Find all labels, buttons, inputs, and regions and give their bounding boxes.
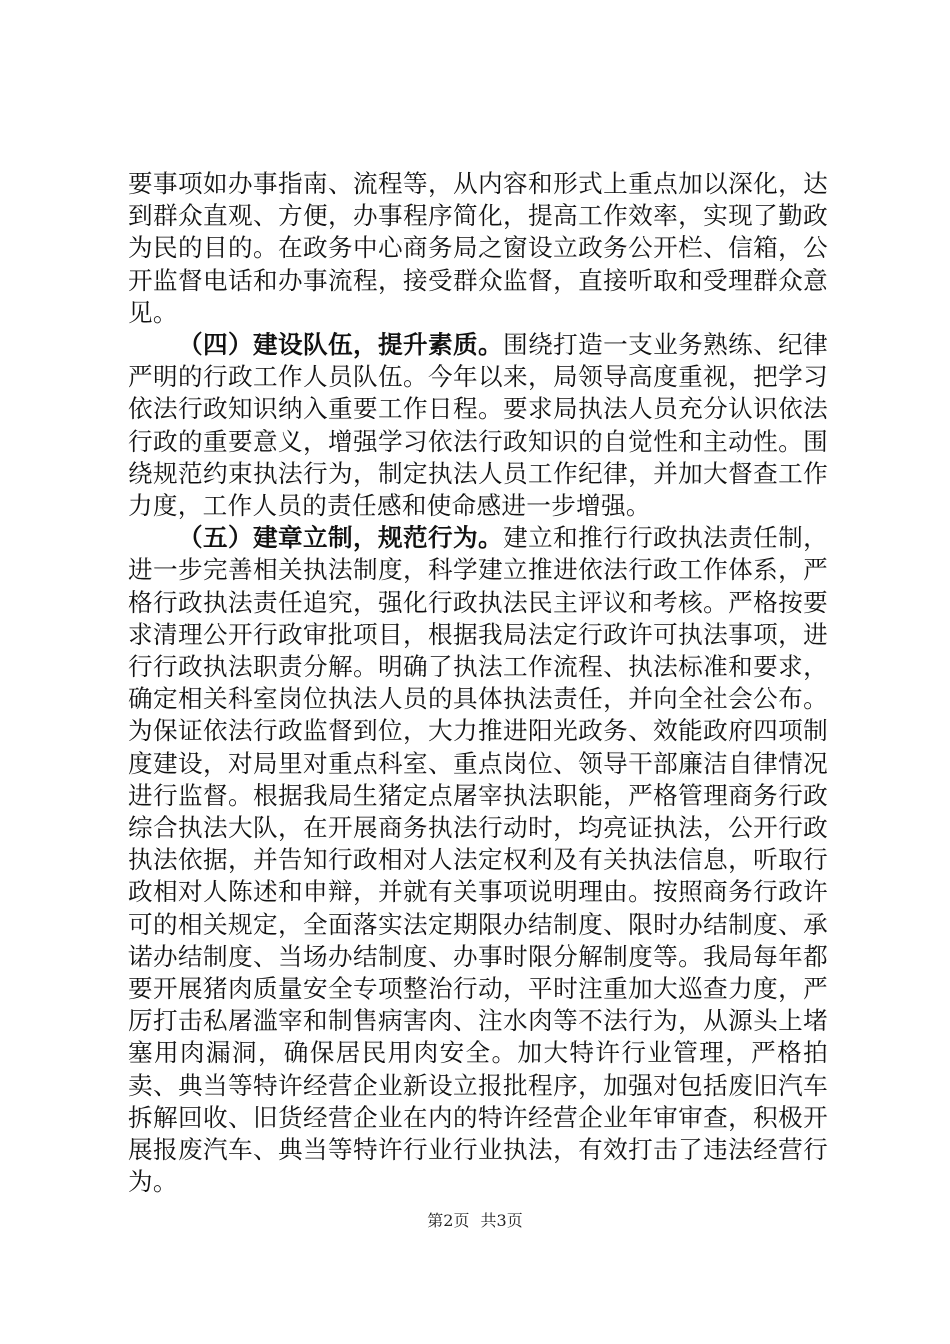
page-number-label: 第2页 共3页 bbox=[427, 1211, 523, 1230]
page-footer bbox=[0, 1211, 950, 1231]
document-body bbox=[128, 168, 828, 1199]
paragraph-1 bbox=[128, 168, 828, 329]
section-4-heading: （四）建设队伍，提升素质。 bbox=[178, 330, 504, 360]
paragraph-1-text: 要事项如办事指南、流程等，从内容和形式上重点加以深化，达到群众直观、方便，办事程序简化，提高工作效率，实现了勤政为民的目的。在政务中心商务局之窗设立政务公开栏、信箱，公开监督电话和办事流程，接受群众监督，直接听取和受理群众意见。 bbox=[128, 169, 828, 327]
paragraph-2 bbox=[128, 329, 828, 522]
section-5-heading: （五）建章立制，规范行为。 bbox=[178, 523, 504, 553]
paragraph-3-text: 建立和推行行政执法责任制，进一步完善相关执法制度，科学建立推进依法行政工作体系，严格行政执法责任追究，强化行政执法民主评议和考核。严格按要求清理公开行政审批项目，根据我局法定行政许可执法事项，进行行政执法职责分解。明确了执法工作流程、执法标准和要求，确定相关科室岗位执法人员的具体执法责任，并向全社会公布。为保证依法行政监督到位，大力推进阳光政务、效能政府四项制度建设，对局里对重点科室、重点岗位、领导干部廉洁自律情况进行监督。根据我局生猪定点屠宰执法职能，严格管理商务行政综合执法大队，在开展商务执法行动时，均亮证执法，公开行政执法依据，并告知行政相对人法定权利及有关执法信息，听取行政相对人陈述和申辩，并就有关事项说明理由。按照商务行政许可的相关规定，全面落实法定期限办结制度、限时办结制度、承诺办结制度、当场办结制度、办事时限分解制度等。我局每年都要开展猪肉质量安全专项整治行动，平时注重加大巡查力度，严厉打击私屠滥宰和制售病害肉、注水肉等不法行为，从源头上堵塞用肉漏洞，确保居民用肉安全。加大特许行业管理，严格拍卖、典当等特许经营企业新设立报批程序，加强对包括废旧汽车拆解回收、旧货经营企业在内的特许经营企业年审审查，积极开展报废汽车、典当等特许行业行业执法，有效打击了违法经营行为。 bbox=[128, 523, 829, 1197]
paragraph-3 bbox=[128, 522, 828, 1198]
paragraph-2-text: 围绕打造一支业务熟练、纪律严明的行政工作人员队伍。今年以来，局领导高度重视，把学习依法行政知识纳入重要工作日程。要求局执法人员充分认识依法行政的重要意义，增强学习依法行政知识的自觉性和主动性。围绕规范约束执法行为，制定执法人员工作纪律，并加大督查工作力度，工作人员的责任感和使命感进一步增强。 bbox=[128, 330, 829, 521]
